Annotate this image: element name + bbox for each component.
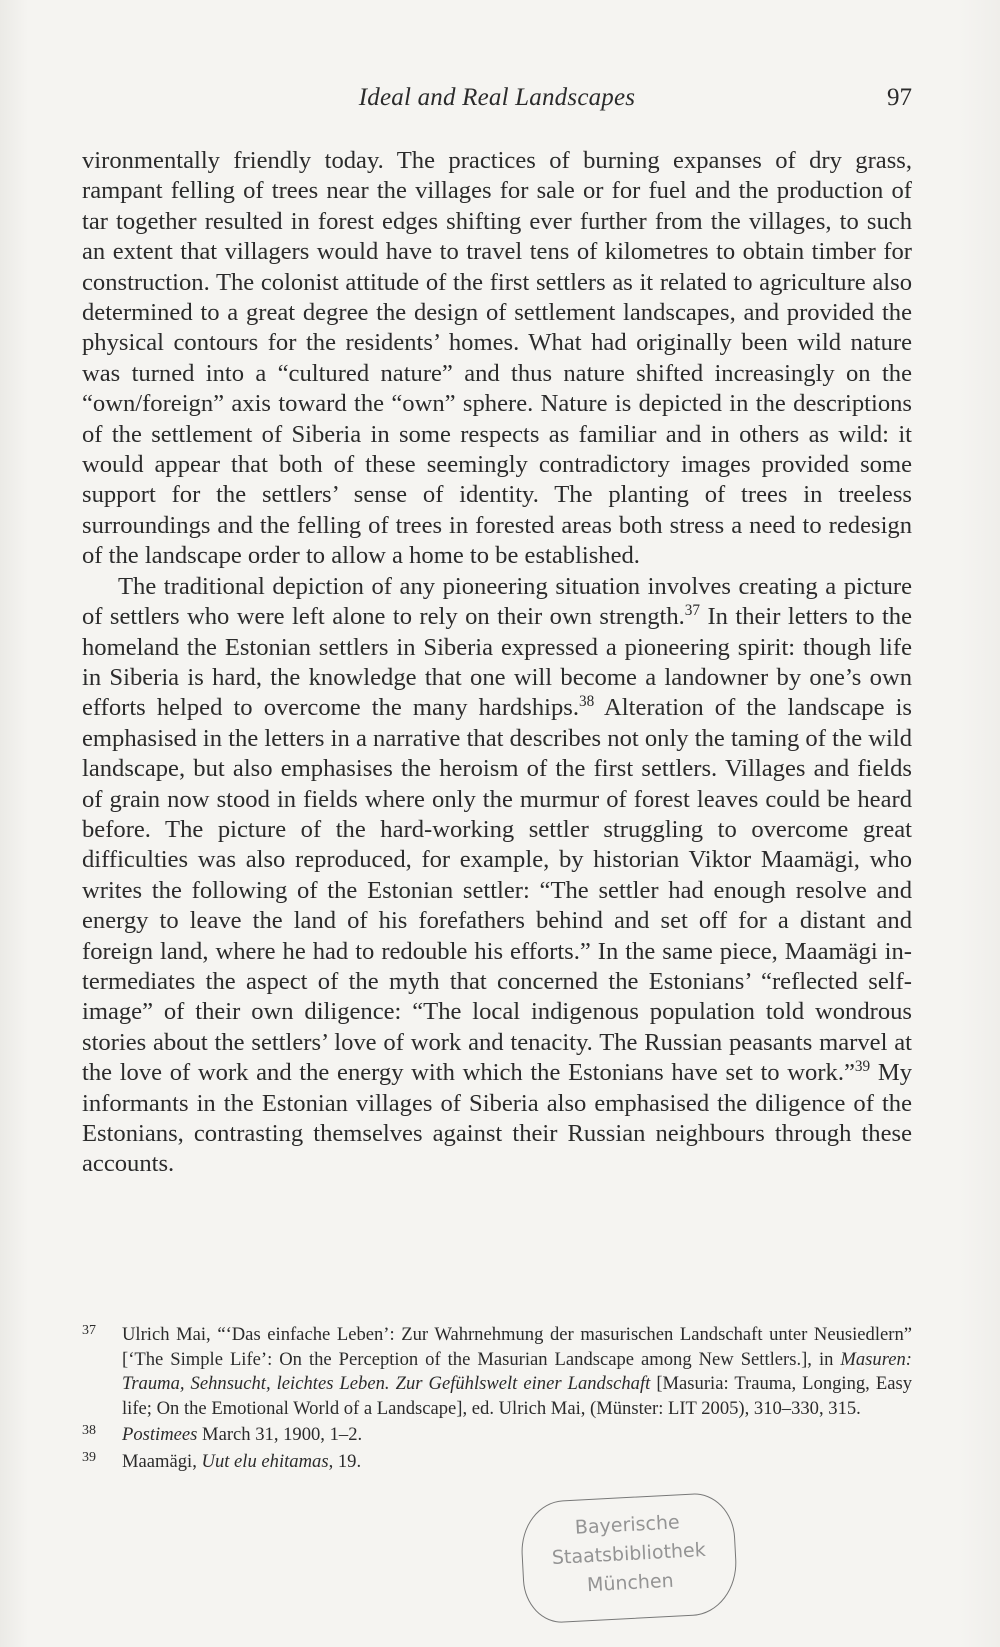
footnote-text: , 19. bbox=[328, 1450, 362, 1472]
paragraph-2-part-b: In their letters to the homeland the Estonian settlers in Siberia expressed a pioneering spirit: though life in Siberia is hard, the knowledge that one will become a landowner by one’s own efforts helped to overcome the many hardships. bbox=[82, 603, 912, 722]
footnote-text: [Masuria: Trauma, Longing, Easy life; On the Emotional World of a Landscape], ed. Ulrich Mai, (Münster: LIT 2005), 310–330, 315. bbox=[122, 1373, 913, 1419]
stamp-line-3: München bbox=[586, 1569, 675, 1597]
footnote-text: Ulrich Mai, “‘Das einfache Leben’: Zur Wahrnehmung der masurischen Landschaft unter Neusiedlern” [‘The Simple Life’: On the Perception of the Masurian Landscape among New Settlers.], in bbox=[122, 1324, 912, 1370]
paragraph-2-part-d: My informants in the Estonian villages of Siberia also emphasised the diligence of the Estonians, contrasting themselves against their Russian neighbours through these accounts. bbox=[82, 1059, 912, 1178]
footnote-title: Uut elu ehitamas bbox=[201, 1450, 329, 1472]
page-number: 97 bbox=[887, 84, 912, 111]
paragraph-1: vironmentally friendly today. The practices of burning expanses of dry grass, rampant felling of trees near the villages for sale or for fuel and the production of tar together resulted in forest edges shifting ever further from the villages, to such an extent that villagers would have to travel tens of kilometres to obtain timber for construction. The colonist attitude of the first settlers as it related to agriculture also determined to a great degree the design of settlement landscapes, and provided the physical contours for the residents’ homes. What had originally been wild nature was turned into a “cultured nature” and thus nature shifted increasingly on the “own/foreign” axis toward the “own” sphere. Nature is depicted in the descriptions of the settlement of Siberia in some respects as familiar and in others as wild: it would appear that both of these seemingly contradictory images provided some support for the settlers’ sense of identity. The planting of trees in treeless surroundings and the felling of trees in forested areas both stress a need to redesign of the landscape order to allow a home to be established. bbox=[82, 147, 912, 570]
running-head bbox=[82, 84, 912, 118]
running-title: Ideal and Real Landscapes bbox=[358, 84, 636, 111]
footnotes bbox=[82, 1323, 912, 1477]
footnote-marker: 39 bbox=[82, 1449, 96, 1465]
footnote-title: Masuren: Trauma, Sehnsucht, leichtes Leben. Zur Gefühlswelt einer Landschaft bbox=[122, 1348, 912, 1395]
footnote-title: Postimees bbox=[122, 1424, 198, 1446]
footnote-ref-39[interactable]: 39 bbox=[854, 1058, 871, 1075]
stamp-line-2: Staatsbibliothek bbox=[551, 1538, 707, 1570]
footnote-ref-38[interactable]: 38 bbox=[579, 693, 595, 711]
footnote-marker: 38 bbox=[82, 1423, 96, 1439]
footnote-marker: 37 bbox=[82, 1323, 96, 1338]
footnote-ref-37[interactable]: 37 bbox=[684, 601, 701, 619]
paragraph-2 bbox=[82, 572, 912, 1180]
footnote-39 bbox=[82, 1450, 912, 1475]
paragraph-2-part-c: Alteration of the landscape is emphasised in the letters in a narrative that describes not only the taming of the wild landscape, but also emphasises the heroism of the first settlers. Villages and fields of grain now stood in fields where only the murmur of forest leaves could be heard before. The picture of the hard-working settler struggling to overcome great difficulties was also reproduced, for example, by historian Viktor Maamägi, who writes the following of the Estonian settler: “The settler had enough resolve and energy to leave the land of his forefathers behind and set off for a distant and foreign land, where he had to redouble his efforts.” In the same piece, Maamägi intermediates the aspect of the myth that concerned the Estonians’ “reflected self-image” of their own diligence: “The local indigenous population told wondrous stories about the settlers’ love of work and tenacity. The Russian peasants marvel at the love of work and the energy with which the Estonians have set to work.” bbox=[82, 694, 912, 1087]
footnote-37 bbox=[82, 1323, 912, 1421]
body-text bbox=[82, 146, 912, 1180]
paragraph-2-part-a: The traditional depiction of any pioneering situation involves creating a picture of settlers who were left alone to rely on their own strength. bbox=[82, 572, 912, 631]
footnote-text: March 31, 1900, 1–2. bbox=[197, 1424, 363, 1446]
footnote-38 bbox=[82, 1423, 912, 1448]
stamp-line-1: Bayerische bbox=[574, 1511, 681, 1539]
footnote-text: Maamägi, bbox=[122, 1450, 202, 1472]
library-stamp bbox=[519, 1491, 739, 1624]
